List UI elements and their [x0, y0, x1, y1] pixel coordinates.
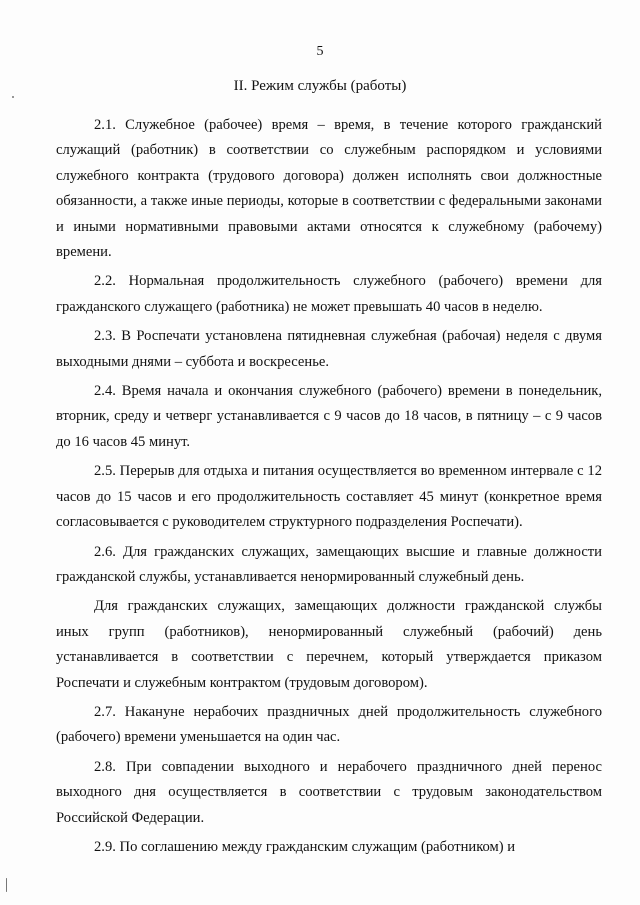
scan-speck	[12, 96, 14, 98]
paragraph-2-6-continued: Для гражданских служащих, замещающих должности гражданской службы иных групп (работников), ненормированный служебный (рабочий) день устанавливается в соответствии с перечнем, который утверждается приказом Роспечати и служебным контрактом (трудовым договором).	[56, 598, 602, 691]
paragraph-2-1: 2.1. Служебное (рабочее) время – время, в течение которого гражданский служащий (работник) в соответствии со служебным распорядком и условиями служебного контракта (трудового договора) должен исполнять свои должностные обязанности, а также иные периоды, которые в соответствии с федеральными законами и иными нормативными правовыми актами относятся к служебному (рабочему) времени.	[56, 117, 602, 261]
paragraph-2-2: 2.2. Нормальная продолжительность служебного (рабочего) времени для гражданского служащего (работника) не может превышать 40 часов в неделю.	[56, 273, 602, 315]
paragraph-2-5: 2.5. Перерыв для отдыха и питания осуществляется во временном интервале с 12 часов до 15 часов и его продолжительность составляет 45 минут (конкретное время согласовывается с руководителем структурного подразделения Роспечати).	[56, 463, 602, 531]
paragraph-2-3: 2.3. В Роспечати установлена пятидневная служебная (рабочая) неделя с двумя выходными днями – суббота и воскресенье.	[56, 328, 602, 370]
paragraph-2-7: 2.7. Накануне нерабочих праздничных дней продолжительность служебного (рабочего) времени уменьшается на один час.	[56, 703, 602, 746]
paragraph-2-8: 2.8. При совпадении выходного и нерабочего праздничного дней перенос выходного дня осуществляется в соответствии с трудовым законодательством Российской Федерации.	[56, 758, 602, 826]
page-number: 5	[316, 44, 324, 59]
paragraph-2-9: 2.9. По соглашению между гражданским служащим (работником) и	[94, 838, 516, 855]
scan-speck	[6, 878, 7, 892]
paragraph-2-6: 2.6. Для гражданских служащих, замещающих высшие и главные должности гражданской службы, устанавливается ненормированный служебный день.	[56, 543, 602, 585]
paragraph-2-4: 2.4. Время начала и окончания служебного (рабочего) времени в понедельник, вторник, среду и четверг устанавливается с 9 часов до 18 часов, в пятницу – с 9 часов до 16 часов 45 минут.	[56, 383, 602, 450]
section-title: II. Режим службы (работы)	[233, 78, 407, 94]
document-body	[56, 113, 602, 864]
